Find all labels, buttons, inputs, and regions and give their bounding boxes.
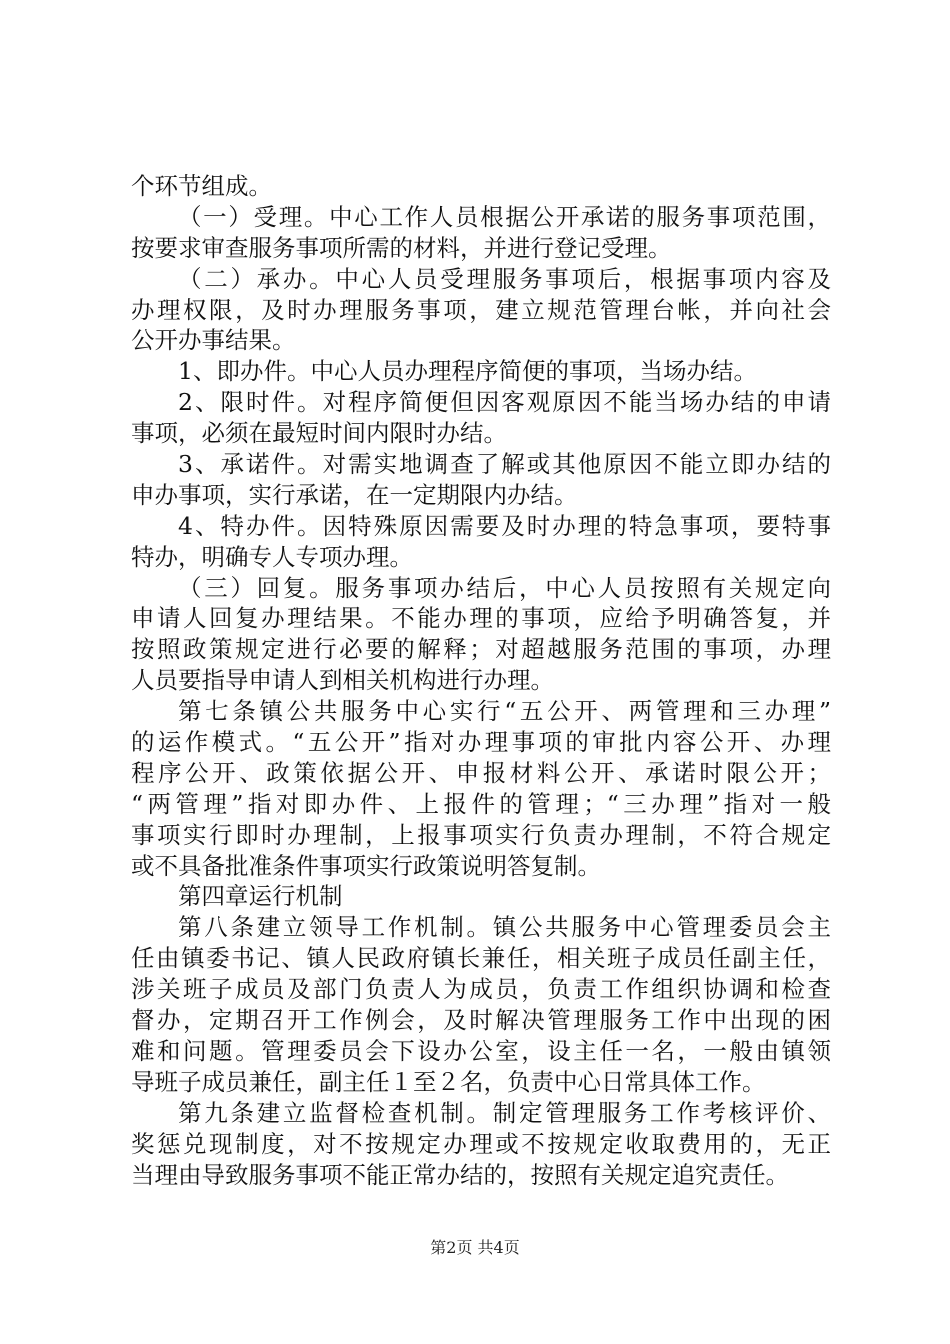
- document-body: [131, 171, 831, 1190]
- text-line: 事项，必须在最短时间内限时办结。: [131, 419, 507, 448]
- text-line: “两管理”指对即办件、上报件的管理；“三办理”指对一般: [131, 789, 831, 818]
- text-line: 1、即办件。中心人员办理程序简便的事项，当场办结。: [178, 357, 757, 386]
- text-line: 导班子成员兼任，副主任１至２名，负责中心日常具体工作。: [131, 1067, 766, 1096]
- text-line: 特办，明确专人专项办理。: [131, 542, 413, 571]
- text-line: 按照政策规定进行必要的解释；对超越服务范围的事项，办理: [131, 635, 831, 664]
- text-line: 公开办事结果。: [131, 326, 296, 355]
- text-line: 3、承诺件。对需实地调查了解或其他原因不能立即办结的: [178, 450, 831, 479]
- text-line: 2、限时件。对程序简便但因客观原因不能当场办结的申请: [178, 388, 831, 417]
- text-line: 第八条建立领导工作机制。镇公共服务中心管理委员会主: [178, 913, 831, 942]
- text-line: 难和问题。管理委员会下设办公室，设主任一名，一般由镇领: [131, 1036, 831, 1065]
- text-line: 人员要指导申请人到相关机构进行办理。: [131, 666, 554, 695]
- text-line: 任由镇委书记、镇人民政府镇长兼任，相关班子成员任副主任，: [131, 944, 831, 973]
- text-line: 奖惩兑现制度，对不按规定办理或不按规定收取费用的，无正: [131, 1129, 831, 1158]
- text-line: 程序公开、政策依据公开、申报材料公开、承诺时限公开；: [131, 758, 831, 787]
- text-line: 按要求审查服务事项所需的材料，并进行登记受理。: [131, 233, 672, 262]
- text-line: 办理权限，及时办理服务事项，建立规范管理台帐，并向社会: [131, 295, 831, 324]
- page-footer: 第2页 共4页: [430, 1238, 520, 1257]
- text-line: 事项实行即时办理制，上报事项实行负责办理制，不符合规定: [131, 820, 831, 849]
- text-line: 第九条建立监督检查机制。制定管理服务工作考核评价、: [178, 1098, 831, 1127]
- text-line: 4、特办件。因特殊原因需要及时办理的特急事项，要特事: [178, 511, 831, 540]
- text-line: 第七条镇公共服务中心实行“五公开、两管理和三办理”: [178, 697, 831, 726]
- text-line: 涉关班子成员及部门负责人为成员，负责工作组织协调和检查: [131, 975, 831, 1004]
- text-line: 申请人回复办理结果。不能办理的事项，应给予明确答复，并: [131, 604, 831, 633]
- text-line: 或不具备批准条件事项实行政策说明答复制。: [131, 851, 601, 880]
- text-line: 第四章运行机制: [178, 882, 343, 911]
- text-line: 申办事项，实行承诺，在一定期限内办结。: [131, 480, 578, 509]
- text-line: （三）回复。服务事项办结后，中心人员按照有关规定向: [178, 573, 831, 602]
- text-line: 当理由导致服务事项不能正常办结的，按照有关规定追究责任。: [131, 1160, 789, 1189]
- text-line: （一）受理。中心工作人员根据公开承诺的服务事项范围，: [178, 202, 831, 231]
- text-line: 个环节组成。: [131, 172, 272, 200]
- text-line: 督办，定期召开工作例会，及时解决管理服务工作中出现的困: [131, 1006, 831, 1035]
- text-line: 的运作模式。“五公开”指对办理事项的审批内容公开、办理: [131, 728, 831, 757]
- text-line: （二）承办。中心人员受理服务事项后，根据事项内容及: [178, 264, 831, 293]
